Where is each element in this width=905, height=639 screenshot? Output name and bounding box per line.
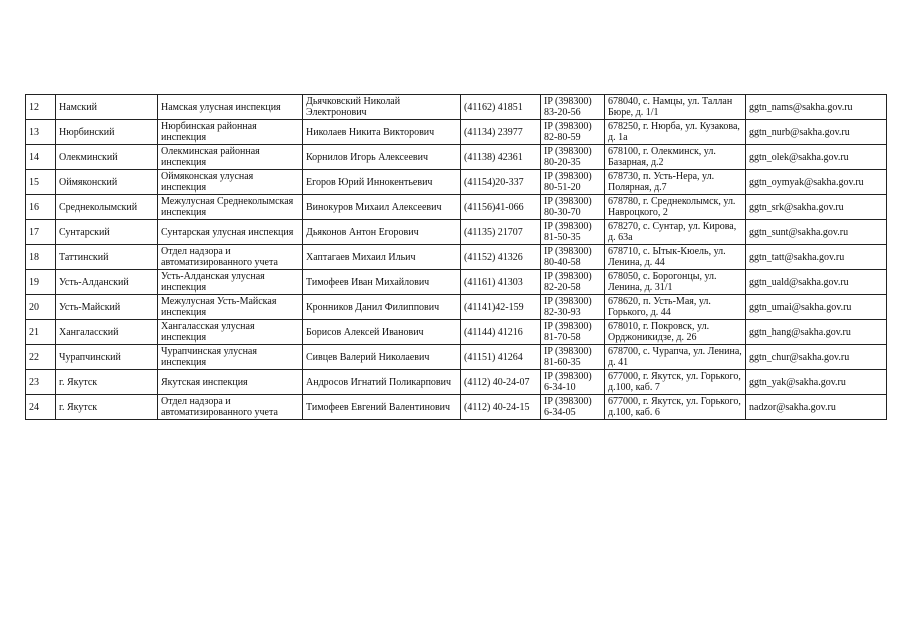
district-cell: Усть-Алданский — [56, 270, 158, 295]
head-name-cell: Дьяконов Антон Егорович — [303, 220, 461, 245]
email-cell: ggtn_yak@sakha.gov.ru — [746, 370, 887, 395]
address-cell: 678050, с. Борогонцы, ул. Ленина, д. 31/1 — [605, 270, 746, 295]
address-cell: 677000, г. Якутск, ул. Горького, д.100, каб. 6 — [605, 395, 746, 420]
office-cell: Сунтарская улусная инспекция — [158, 220, 303, 245]
head-name-cell: Борисов Алексей Иванович — [303, 320, 461, 345]
email-cell: ggtn_sunt@sakha.gov.ru — [746, 220, 887, 245]
district-cell: Намский — [56, 95, 158, 120]
head-name-cell: Сивцев Валерий Николаевич — [303, 345, 461, 370]
ip-phone-cell: IP (398300) 83-20-56 — [541, 95, 605, 120]
phone-cell: (41134) 23977 — [461, 120, 541, 145]
district-cell: Таттинский — [56, 245, 158, 270]
address-cell: 677000, г. Якутск, ул. Горького, д.100, каб. 7 — [605, 370, 746, 395]
email-cell: ggtn_chur@sakha.gov.ru — [746, 345, 887, 370]
head-name-cell: Егоров Юрий Иннокентьевич — [303, 170, 461, 195]
head-name-cell: Корнилов Игорь Алексеевич — [303, 145, 461, 170]
head-name-cell: Тимофеев Евгений Валентинович — [303, 395, 461, 420]
phone-cell: (41144) 41216 — [461, 320, 541, 345]
row-number: 21 — [26, 320, 56, 345]
row-number: 24 — [26, 395, 56, 420]
address-cell: 678100, г. Олекминск, ул. Базарная, д.2 — [605, 145, 746, 170]
ip-phone-cell: IP (398300) 80-40-58 — [541, 245, 605, 270]
district-cell: г. Якутск — [56, 395, 158, 420]
table-row — [26, 120, 887, 145]
ip-phone-cell: IP (398300) 81-70-58 — [541, 320, 605, 345]
address-cell: 678710, с. Ытык-Кюель, ул. Ленина, д. 44 — [605, 245, 746, 270]
inspections-table — [25, 94, 887, 420]
office-cell: Оймяконская улусная инспекция — [158, 170, 303, 195]
head-name-cell: Хаптагаев Михаил Ильич — [303, 245, 461, 270]
email-cell: ggtn_tatt@sakha.gov.ru — [746, 245, 887, 270]
office-cell: Олекминская районная инспекция — [158, 145, 303, 170]
phone-cell: (41141)42-159 — [461, 295, 541, 320]
email-cell: nadzor@sakha.gov.ru — [746, 395, 887, 420]
email-cell: ggtn_nams@sakha.gov.ru — [746, 95, 887, 120]
table-row — [26, 220, 887, 245]
ip-phone-cell: IP (398300) 80-51-20 — [541, 170, 605, 195]
row-number: 19 — [26, 270, 56, 295]
phone-cell: (41135) 21707 — [461, 220, 541, 245]
district-cell: Олекминский — [56, 145, 158, 170]
email-cell: ggtn_oymyak@sakha.gov.ru — [746, 170, 887, 195]
email-cell: ggtn_srk@sakha.gov.ru — [746, 195, 887, 220]
address-cell: 678270, с. Сунтар, ул. Кирова, д. 63а — [605, 220, 746, 245]
head-name-cell: Винокуров Михаил Алексеевич — [303, 195, 461, 220]
phone-cell: (41161) 41303 — [461, 270, 541, 295]
phone-cell: (41152) 41326 — [461, 245, 541, 270]
office-cell: Межулусная Среднеколымская инспекция — [158, 195, 303, 220]
address-cell: 678010, г. Покровск, ул. Орджоникидзе, д. 26 — [605, 320, 746, 345]
ip-phone-cell: IP (398300) 81-60-35 — [541, 345, 605, 370]
row-number: 14 — [26, 145, 56, 170]
address-cell: 678040, с. Намцы, ул. Таллан Бюре, д. 1/1 — [605, 95, 746, 120]
phone-cell: (41151) 41264 — [461, 345, 541, 370]
phone-cell: (41138) 42361 — [461, 145, 541, 170]
head-name-cell: Николаев Никита Викторович — [303, 120, 461, 145]
district-cell: Оймяконский — [56, 170, 158, 195]
district-cell: Хангаласский — [56, 320, 158, 345]
ip-phone-cell: IP (398300) 6-34-10 — [541, 370, 605, 395]
table-row — [26, 170, 887, 195]
office-cell: Якутская инспекция — [158, 370, 303, 395]
row-number: 18 — [26, 245, 56, 270]
row-number: 20 — [26, 295, 56, 320]
district-cell: Усть-Майский — [56, 295, 158, 320]
table-row — [26, 320, 887, 345]
ip-phone-cell: IP (398300) 82-20-58 — [541, 270, 605, 295]
office-cell: Усть-Алданская улусная инспекция — [158, 270, 303, 295]
table-row — [26, 345, 887, 370]
ip-phone-cell: IP (398300) 80-20-35 — [541, 145, 605, 170]
office-cell: Намская улусная инспекция — [158, 95, 303, 120]
ip-phone-cell: IP (398300) 6-34-05 — [541, 395, 605, 420]
phone-cell: (4112) 40-24-07 — [461, 370, 541, 395]
table-row — [26, 95, 887, 120]
table-row — [26, 195, 887, 220]
head-name-cell: Дьячковский Николай Электронович — [303, 95, 461, 120]
table-row — [26, 370, 887, 395]
phone-cell: (41154)20-337 — [461, 170, 541, 195]
district-cell: г. Якутск — [56, 370, 158, 395]
office-cell: Хангаласская улусная инспекция — [158, 320, 303, 345]
email-cell: ggtn_olek@sakha.gov.ru — [746, 145, 887, 170]
phone-cell: (41156)41-066 — [461, 195, 541, 220]
head-name-cell: Тимофеев Иван Михайлович — [303, 270, 461, 295]
row-number: 12 — [26, 95, 56, 120]
table-row — [26, 270, 887, 295]
row-number: 23 — [26, 370, 56, 395]
email-cell: ggtn_umai@sakha.gov.ru — [746, 295, 887, 320]
ip-phone-cell: IP (398300) 82-30-93 — [541, 295, 605, 320]
phone-cell: (41162) 41851 — [461, 95, 541, 120]
row-number: 17 — [26, 220, 56, 245]
address-cell: 678620, п. Усть-Мая, ул. Горького, д. 44 — [605, 295, 746, 320]
district-cell: Чурапчинский — [56, 345, 158, 370]
office-cell: Отдел надзора и автоматизированного учета — [158, 245, 303, 270]
office-cell: Отдел надзора и автоматизированного учета — [158, 395, 303, 420]
address-cell: 678730, п. Усть-Нера, ул. Полярная, д.7 — [605, 170, 746, 195]
email-cell: ggtn_hang@sakha.gov.ru — [746, 320, 887, 345]
row-number: 13 — [26, 120, 56, 145]
row-number: 22 — [26, 345, 56, 370]
district-cell: Среднеколымский — [56, 195, 158, 220]
phone-cell: (4112) 40-24-15 — [461, 395, 541, 420]
office-cell: Чурапчинская улусная инспекция — [158, 345, 303, 370]
table-row — [26, 395, 887, 420]
head-name-cell: Кронников Данил Филиппович — [303, 295, 461, 320]
row-number: 15 — [26, 170, 56, 195]
address-cell: 678700, с. Чурапча, ул. Ленина, д. 41 — [605, 345, 746, 370]
table-row — [26, 245, 887, 270]
ip-phone-cell: IP (398300) 81-50-35 — [541, 220, 605, 245]
office-cell: Нюрбинская районная инспекция — [158, 120, 303, 145]
email-cell: ggtn_nurb@sakha.gov.ru — [746, 120, 887, 145]
address-cell: 678780, г. Среднеколымск, ул. Навроцкого, 2 — [605, 195, 746, 220]
table-row — [26, 295, 887, 320]
table-row — [26, 145, 887, 170]
ip-phone-cell: IP (398300) 82-80-59 — [541, 120, 605, 145]
office-cell: Межулусная Усть-Майская инспекция — [158, 295, 303, 320]
email-cell: ggtn_uald@sakha.gov.ru — [746, 270, 887, 295]
address-cell: 678250, г. Нюрба, ул. Кузакова, д. 1а — [605, 120, 746, 145]
district-cell: Нюрбинский — [56, 120, 158, 145]
district-cell: Сунтарский — [56, 220, 158, 245]
row-number: 16 — [26, 195, 56, 220]
head-name-cell: Андросов Игнатий Поликарпович — [303, 370, 461, 395]
table-body — [26, 95, 887, 420]
ip-phone-cell: IP (398300) 80-30-70 — [541, 195, 605, 220]
